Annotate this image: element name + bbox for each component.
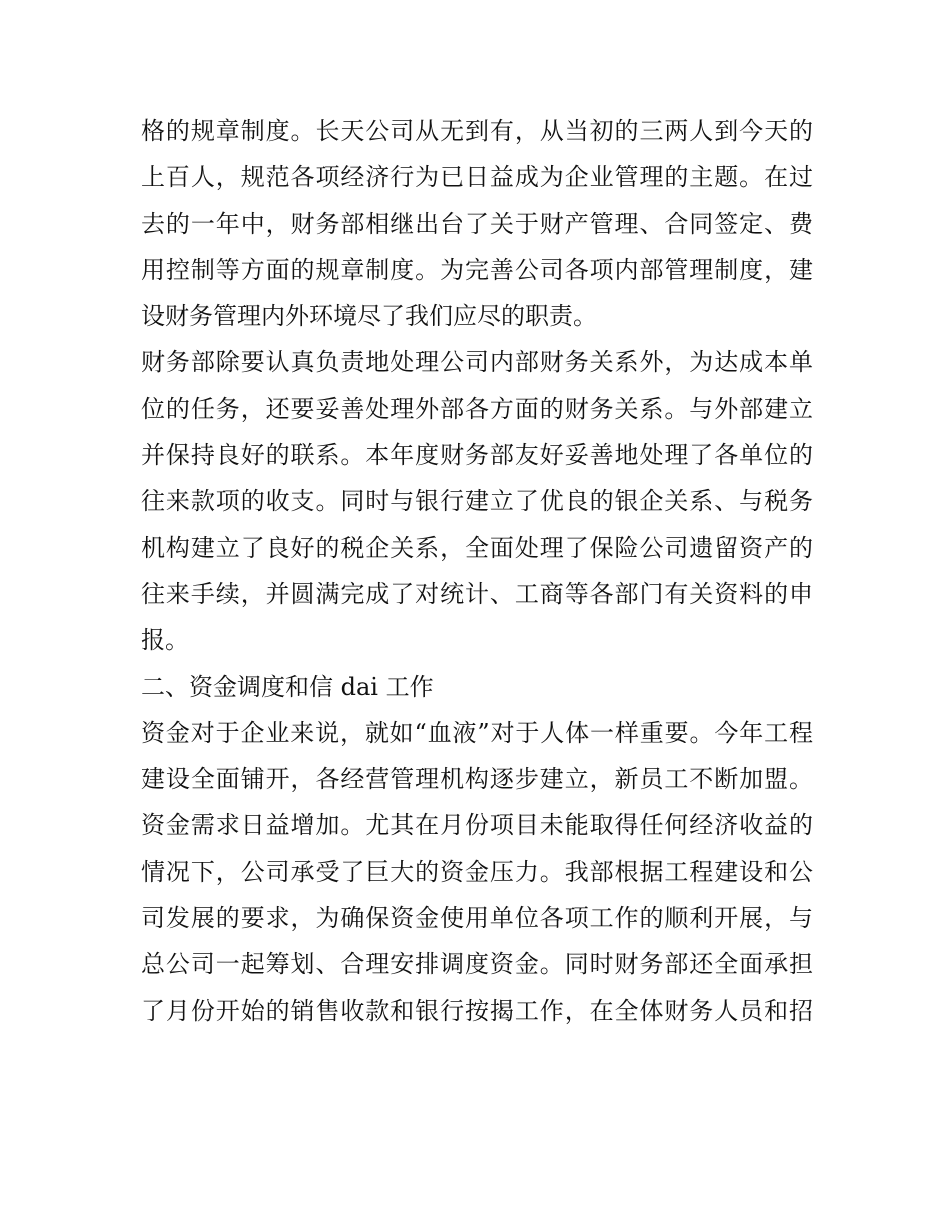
text-line: 总公司一起筹划、合理安排调度资金。同时财务部还全面承担: [141, 950, 813, 979]
text-line: 情况下，公司承受了巨大的资金压力。我部根据工程建设和公: [141, 857, 813, 886]
text-line: 财务部除要认真负责地处理公司内部财务关系外，为达成本单: [141, 348, 813, 377]
text-line: 格的规章制度。长天公司从无到有，从当初的三两人到今天的: [141, 117, 813, 145]
text-line: 用控制等方面的规章制度。为完善公司各项内部管理制度，建: [141, 255, 813, 284]
text-line: 并保持良好的联系。本年度财务部友好妥善地处理了各单位的: [141, 441, 813, 470]
text-line: 机构建立了良好的税企关系，全面处理了保险公司遗留资产的: [141, 533, 813, 562]
text-line: 资金需求日益增加。尤其在月份项目未能取得任何经济收益的: [141, 811, 813, 840]
text-line: 位的任务，还要妥善处理外部各方面的财务关系。与外部建立: [141, 394, 813, 423]
text-line: 上百人，规范各项经济行为已日益成为企业管理的主题。在过: [141, 163, 813, 192]
text-line: 建设全面铺开，各经营管理机构逐步建立，新员工不断加盟。: [141, 765, 813, 794]
text-line: 司发展的要求，为确保资金使用单位各项工作的顺利开展，与: [141, 904, 813, 933]
section-heading: 二、资金调度和信 dai 工作: [141, 672, 434, 701]
text-line: 往来款项的收支。同时与银行建立了优良的银企关系、与税务: [141, 487, 813, 516]
text-line: 报。: [141, 626, 189, 655]
document-body: [141, 108, 813, 1034]
text-line: 了月份开始的销售收款和银行按揭工作，在全体财务人员和招: [141, 996, 813, 1025]
text-line: 去的一年中，财务部相继出台了关于财产管理、合同签定、费: [141, 209, 813, 238]
text-line: 资金对于企业来说，就如“血液”对于人体一样重要。今年工程: [141, 718, 813, 747]
text-line: 设财务管理内外环境尽了我们应尽的职责。: [141, 302, 597, 331]
text-line: 往来手续，并圆满完成了对统计、工商等各部门有关资料的申: [141, 579, 813, 608]
